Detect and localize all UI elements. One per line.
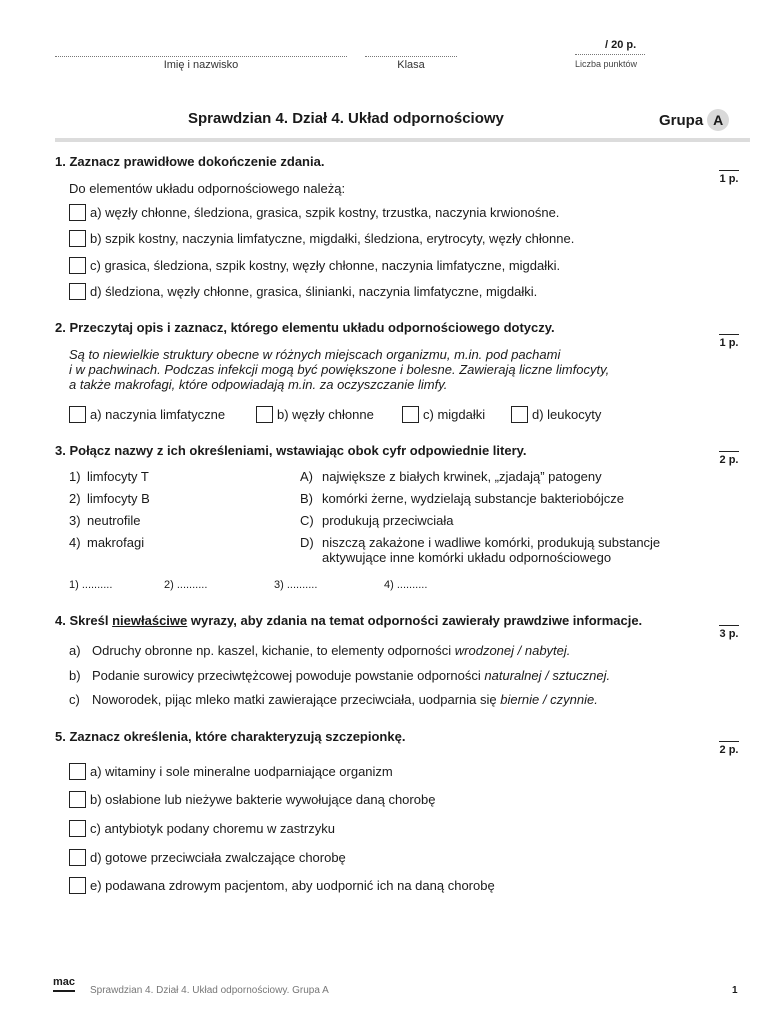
checkbox[interactable] [69,791,86,808]
q3-right-item-d-continued: aktywujące inne komórki układu odpornościowego [322,550,612,565]
q2-option-b-text: b) węzły chłonne [277,407,374,422]
q3-left-item-3: neutrofile [87,513,141,528]
q1-option-b[interactable] [69,230,574,247]
points-field-line[interactable] [575,50,645,55]
q3-heading: 3. Połącz nazwy z ich określeniami, wstawiając obok cyfr odpowiednie litery. [55,443,527,458]
group-letter: A [707,109,729,131]
name-label: Imię i nazwisko [163,59,239,71]
q2-option-a-text: a) naczynia limfatyczne [90,407,226,422]
q4-item-b-text: Podanie surowicy przeciwtężcowej powoduje powstanie odporności [92,668,485,683]
q4-item-c [92,692,598,707]
q1-heading: 1. Zaznacz prawidłowe dokończenie zdania. [55,154,325,169]
q3-left-num-3: 3) [69,513,81,528]
q1-points [719,170,739,185]
q2-points [719,334,739,349]
q3-points [719,451,739,466]
q3-right-letter-d: D) [300,535,314,550]
q1-points-text: 1 p. [719,173,739,185]
q3-right-item-c: produkują przeciwciała [322,513,454,528]
q4-heading [55,613,642,628]
class-label: Klasa [397,59,425,71]
q5-option-a-text: a) witaminy i sole mineralne uodparniające organizm [90,764,393,779]
q5-option-e-text: e) podawana zdrowym pacjentom, aby uodpornić ich na daną chorobę [90,878,495,893]
q5-option-d-text: d) gotowe przeciwciała zwalczające chorobę [90,850,346,865]
checkbox[interactable] [69,204,86,221]
q3-answer-3[interactable]: 3) .......... [274,579,318,591]
q2-description-line-1: Są to niewielkie struktury obecne w różnych miejscach organizmu, m.in. pod pachami [69,347,561,362]
checkbox[interactable] [402,406,419,423]
group-label: Grupa [659,111,704,129]
q3-left-num-2: 2) [69,491,81,506]
q3-left-num-1: 1) [69,469,81,484]
q3-points-text: 2 p. [719,454,739,466]
checkbox[interactable] [69,283,86,300]
q4-item-c-choice[interactable]: biernie / czynnie. [500,692,598,707]
q3-answer-1[interactable]: 1) .......... [69,579,113,591]
points-label: Liczba punktów [575,59,638,69]
q4-item-a [92,643,570,658]
q1-option-d[interactable] [69,283,537,300]
checkbox[interactable] [511,406,528,423]
q4-item-c-letter: c) [69,692,80,707]
q5-option-b[interactable] [69,791,435,808]
q3-right-letter-a: A) [300,469,313,484]
name-field-line[interactable] [55,50,347,57]
q2-option-c-text: c) migdałki [423,407,486,422]
q4-heading-end: wyrazy, aby zdania na temat odporności zawierały prawdziwe informacje. [187,613,643,628]
page-title: Sprawdzian 4. Dział 4. Układ odpornościowy [188,110,504,127]
q2-option-d-text: d) leukocyty [532,407,602,422]
q4-item-b-choice[interactable]: naturalnej / sztucznej. [484,668,611,683]
checkbox[interactable] [69,763,86,780]
q5-points-text: 2 p. [719,744,739,756]
q1-option-a-text: a) węzły chłonne, śledziona, grasica, szpik kostny, trzustka, naczynia krwionośne. [90,205,560,220]
class-field-line[interactable] [365,50,457,57]
q2-option-a[interactable] [69,406,225,423]
q4-points [719,625,739,640]
q4-item-a-choice[interactable]: wrodzonej / nabytej. [454,643,571,658]
q2-description-line-2: i w pachwinach. Podczas infekcji mogą być powiększone i bolesne. Zawierają liczne limfocyty, [69,362,610,377]
q1-option-c[interactable] [69,257,560,274]
q1-option-b-text: b) szpik kostny, naczynia limfatyczne, migdałki, śledziona, erytrocyty, węzły chłonne. [90,231,575,246]
q1-option-d-text: d) śledziona, węzły chłonne, grasica, ślinianki, naczynia limfatyczne, migdałki. [90,284,538,299]
page-number: 1 [732,985,738,996]
q2-option-c[interactable] [402,406,485,423]
checkbox[interactable] [69,877,86,894]
total-points: / 20 p. [605,39,637,51]
q4-heading-underlined: niewłaściwe [112,613,188,628]
q4-heading-start: 4. Skreśl [55,613,113,628]
q3-right-letter-c: C) [300,513,314,528]
q3-answer-2[interactable]: 2) .......... [164,579,208,591]
checkbox[interactable] [69,257,86,274]
q5-option-d[interactable] [69,849,346,866]
logo-underline [53,990,75,992]
q3-left-item-2: limfocyty B [87,491,150,506]
footer-text: Sprawdzian 4. Dział 4. Układ odpornościowy. Grupa A [90,985,329,996]
q4-item-b-letter: b) [69,668,81,683]
q3-left-item-4: makrofagi [87,535,145,550]
q1-stem: Do elementów układu odpornościowego należą: [69,181,346,196]
q3-right-letter-b: B) [300,491,313,506]
q3-right-item-d: niszczą zakażone i wadliwe komórki, produkują substancje [322,535,661,550]
q4-item-b [92,668,610,683]
q5-option-e[interactable] [69,877,495,894]
publisher-logo-text: mac [52,976,76,988]
group-badge [659,109,729,131]
q5-option-c[interactable] [69,820,335,837]
checkbox[interactable] [69,230,86,247]
q1-option-a[interactable] [69,204,559,221]
q4-item-a-text: Odruchy obronne np. kaszel, kichanie, to elementy odporności [92,643,455,658]
checkbox[interactable] [69,820,86,837]
title-divider [55,138,750,142]
q2-option-b[interactable] [256,406,374,423]
q1-option-c-text: c) grasica, śledziona, szpik kostny, węzły chłonne, naczynia limfatyczne, migdałki. [90,258,561,273]
q3-left-item-1: limfocyty T [87,469,149,484]
q5-option-a[interactable] [69,763,393,780]
checkbox[interactable] [69,849,86,866]
q2-points-text: 1 p. [719,337,739,349]
checkbox[interactable] [69,406,86,423]
checkbox[interactable] [256,406,273,423]
q4-item-c-text: Noworodek, pijąc mleko matki zawierające przeciwciała, uodparnia się [92,692,501,707]
q5-heading: 5. Zaznacz określenia, które charakteryzują szczepionkę. [55,729,406,744]
q4-item-a-letter: a) [69,643,81,658]
publisher-logo [50,977,78,992]
q5-option-b-text: b) osłabione lub nieżywe bakterie wywołujące daną chorobę [90,792,436,807]
q3-right-item-a: największe z białych krwinek, „zjadają” patogeny [322,469,602,484]
q2-heading: 2. Przeczytaj opis i zaznacz, którego elementu układu odpornościowego dotyczy. [55,320,555,335]
q2-option-d[interactable] [511,406,601,423]
q5-points [719,741,739,756]
q5-option-c-text: c) antybiotyk podany choremu w zastrzyku [90,821,335,836]
q2-description-line-3: a także makrofagi, które odpowiadają m.in. za oczyszczanie limfy. [69,377,448,392]
q4-points-text: 3 p. [719,628,739,640]
q3-answer-4[interactable]: 4) .......... [384,579,428,591]
q3-right-item-b: komórki żerne, wydzielają substancje bakteriobójcze [322,491,625,506]
q3-left-num-4: 4) [69,535,81,550]
